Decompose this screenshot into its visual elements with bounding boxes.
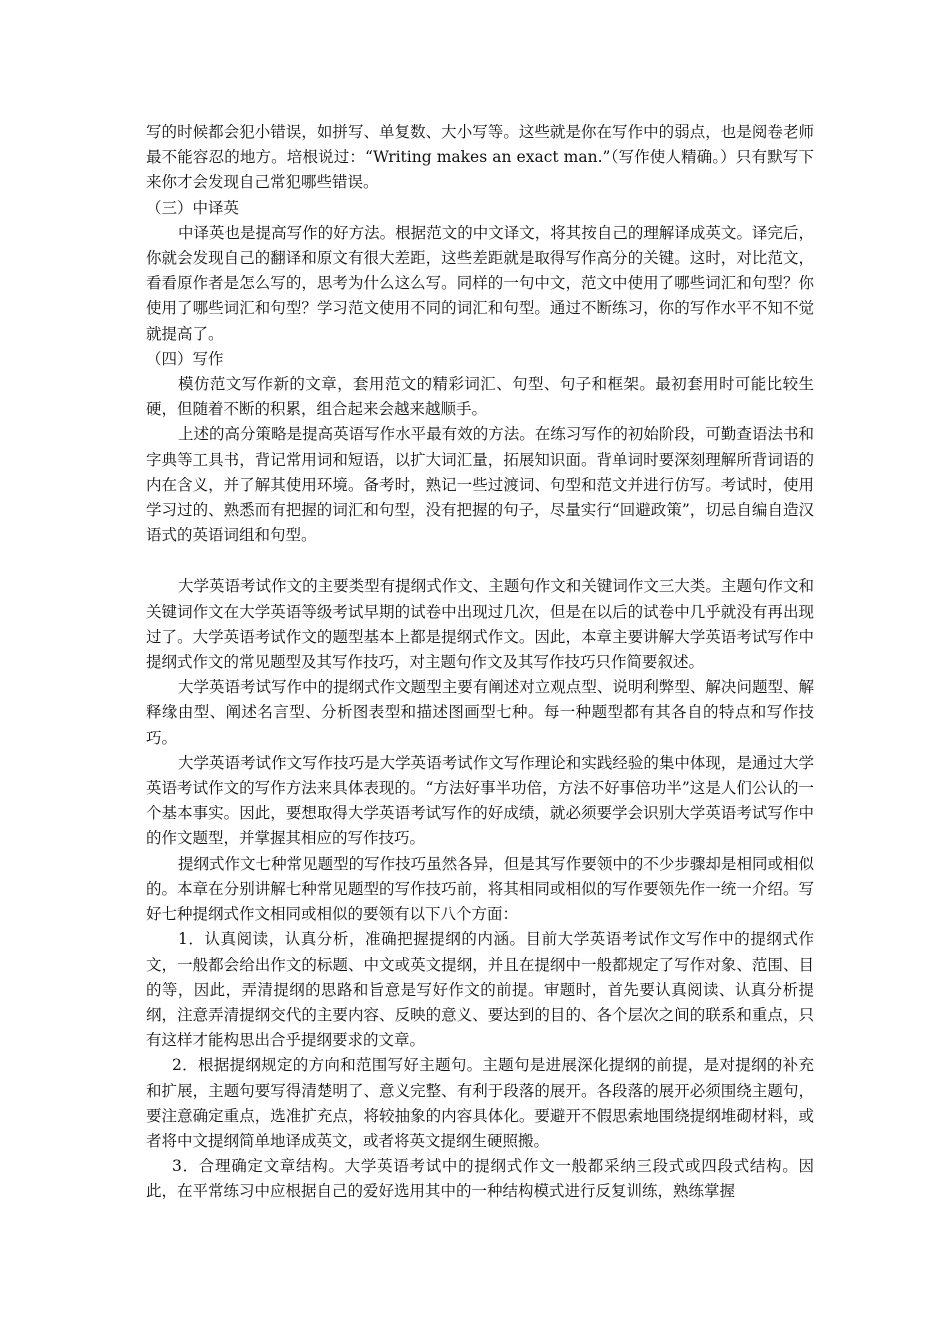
paragraph-imitation-writing: 模仿范文写作新的文章，套用范文的精彩词汇、句型、句子和框架。最初套用时可能比较生硬，但随着不断的积累，组合起来会越来越顺手。 xyxy=(146,375,814,419)
paragraph-high-score-strategy: 上述的高分策略是提高英语写作水平最有效的方法。在练习写作的初始阶段，可勤查语法书和字典等工具书，背记常用词和短语，以扩大词汇量，拓展知识面。背单词时要深刻理解所背词语的内在含义，并了解其使用环境。备考时，熟记一些过渡词、句型和范文并进行仿写。考试时，使用学习过的、熟悉而有把握的词汇和句型，没有把握的句子，尽量实行“回避政策”，切忌自编自造汉语式的英语词组和句型。 xyxy=(146,425,814,545)
paragraph-point-2: 2．根据提纲规定的方向和范围写好主题句。主题句是进展深化提纲的前提，是对提纲的补充和扩展，主题句要写得清楚明了、意义完整、有利于段落的展开。各段落的展开必须围绕主题句，要注意确定重点，选准扩充点，将较抽象的内容具体化。要避开不假思索地围绕提纲堆砌材料，或者将中文提纲简单地译成英文，或者将英文提纲生硬照搬。 xyxy=(146,1056,814,1150)
paragraph-dictation-errors: 写的时候都会犯小错误，如拼写、单复数、大小写等。这些就是你在写作中的弱点，也是阅卷老师最不能容忍的地方。培根说过：“Writing makes an exact man.”（写作使人精确。）只有默写下来你才会发现自己常犯哪些错误。 xyxy=(146,123,814,192)
paragraph-point-3: 3．合理确定文章结构。大学英语考试中的提纲式作文一般都采纳三段式或四段式结构。因此，在平常练习中应根据自己的爱好选用其中的一种结构模式进行反复训练，熟练掌握 xyxy=(146,1157,814,1201)
document-page xyxy=(146,120,814,1205)
paragraph-point-1: 1．认真阅读，认真分析，准确把握提纲的内涵。目前大学英语考试作文写作中的提纲式作文，一般都会给出作文的标题、中文或英文提纲，并且在提纲中一般都规定了写作对象、范围、目的等，因此，弄清提纲的思路和旨意是写好作文的前提。审题时，首先要认真阅读、认真分析提纲，注意弄清提纲交代的主要内容、反映的意义、要达到的目的、各个层次之间的联系和重点，只有这样才能构思出合乎提纲要求的文章。 xyxy=(146,930,814,1050)
paragraph-outline-essay-types: 大学英语考试写作中的提纲式作文题型主要有阐述对立观点型、说明利弊型、解决问题型、解释缘由型、阐述名言型、分析图表型和描述图画型七种。每一种题型都有其各自的特点和写作技巧。 xyxy=(146,678,814,747)
paragraph-chinese-to-english: 中译英也是提高写作的好方法。根据范文的中文译文，将其按自己的理解译成英文。译完后，你就会发现自己的翻译和原文有很大差距，这些差距就是取得写作高分的关键。这时，对比范文，看看原作者是怎么写的，思考为什么这么写。同样的一句中文，范文中使用了哪些词汇和句型？你使用了哪些词汇和句型？学习范文使用不同的词汇和句型。通过不断练习，你的写作水平不知不觉就提高了。 xyxy=(146,223,814,343)
paragraph-writing-skills: 大学英语考试作文写作技巧是大学英语考试作文写作理论和实践经验的集中体现，是通过大学英语考试作文的写作方法来具体表现的。“方法好事半功倍，方法不好事倍功半”这是人们公认的一个基本事实。因此，要想取得大学英语考试写作的好成绩，就必须要学会识别大学英语考试写作中的作文题型，并掌握其相应的写作技巧。 xyxy=(146,753,814,848)
heading-writing: （四）写作 xyxy=(146,349,224,368)
heading-chinese-to-english: （三）中译英 xyxy=(146,198,240,217)
paragraph-essay-types: 大学英语考试作文的主要类型有提纲式作文、主题句作文和关键词作文三大类。主题句作文和关键词作文在大学英语等级考试早期的试卷中出现过几次，但是在以后的试卷中几乎就没有再出现过了。大学英语考试作文的题型基本上都是提纲式作文。因此，本章主要讲解大学英语考试写作中提纲式作文的常见题型及其写作技巧，对主题句作文及其写作技巧只作简要叙述。 xyxy=(146,577,814,672)
paragraph-common-points: 提纲式作文七种常见题型的写作技巧虽然各异，但是其写作要领中的不少步骤却是相同或相似的。本章在分别讲解七种常见题型的写作技巧前，将其相同或相似的写作要领先作一统一介绍。写好七种提纲式作文相同或相似的要领有以下八个方面： xyxy=(146,854,814,924)
section-gap xyxy=(146,548,814,574)
